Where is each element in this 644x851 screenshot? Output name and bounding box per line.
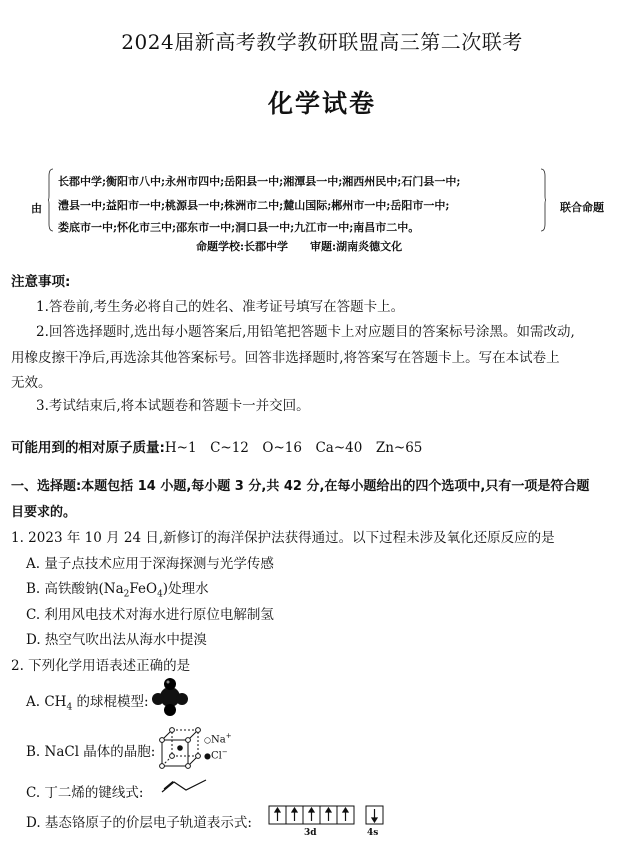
exam-title: 2024届新高考教学教研联盟高三第二次联考: [121, 30, 523, 54]
q1-option-d: D. 热空气吹出法从海水中提溴: [26, 632, 207, 648]
butadiene-skeletal-figure: [160, 776, 208, 796]
atomic-mass-label: 可能用到的相对原子质量:: [11, 440, 165, 456]
q1-option-a: A. 量子点技术应用于深海探测与光学传感: [26, 556, 274, 572]
notice-heading: 注意事项:: [11, 274, 71, 290]
nacl-legend: ○Na+ ●Cl−: [204, 732, 232, 762]
schools-authors: 命题学校:长郡中学 审题:湖南炎德文化: [196, 240, 403, 253]
notice-item-2a: 2.回答选择题时,选出每小题答案后,用铅笔把答题卡上对应题目的答案标号涂黑。如需改动,: [36, 324, 575, 340]
notice-item-1: 1.答卷前,考生务必将自己的姓名、准考证号填写在答题卡上。: [36, 299, 405, 315]
notice-item-2c: 无效。: [11, 375, 52, 391]
section-1-line-2: 目要求的。: [11, 505, 77, 520]
q2-option-a: A. $CH_4$ 的球棍模型:: [26, 694, 149, 713]
q2-option-b: B. NaCl 晶体的晶胞:: [26, 744, 156, 760]
orbital-label-4s: 4s: [367, 828, 379, 838]
atomic-mass-values: H~1 C~12 O~16 Ca~40 Zn~65: [164, 440, 423, 456]
notice-item-2b: 用橡皮擦干净后,再选涂其他答案标号。回答非选择题时,将答案写在答题卡上。写在本试卷上: [11, 350, 560, 366]
right-brace: [540, 168, 546, 232]
q2-option-c: C. 丁二烯的键线式:: [26, 785, 144, 801]
schools-prefix: 由: [31, 202, 42, 215]
nacl-unit-cell-figure: [158, 726, 202, 770]
schools-line-3: 娄底市一中;怀化市三中;邵东市一中;洞口县一中;九江市一中;南昌市二中。: [58, 221, 420, 234]
q2-option-d: D. 基态铬原子的价层电子轨道表示式:: [26, 815, 252, 831]
q1-option-b: B. 高铁酸钠$(Na_2FeO_4)$处理水: [26, 581, 209, 600]
schools-line-1: 长郡中学;衡阳市八中;永州市四中;岳阳县一中;湘潭县一中;湘西州民中;石门县一中;: [58, 175, 461, 188]
subject-title: 化学试卷: [267, 89, 376, 118]
left-brace: [48, 168, 54, 232]
schools-line-2: 澧县一中;益阳市一中;桃源县一中;株洲市二中;麓山国际;郴州市一中;岳阳市一中;: [58, 199, 450, 212]
notice-item-3: 3.考试结束后,将本试题卷和答题卡一并交回。: [36, 398, 310, 414]
section-1-line-1: 一、选择题:本题包括 14 小题,每小题 3 分,共 42 分,在每小题给出的四个选项中,只有一项是符合题: [11, 479, 590, 494]
ch4-ball-model-figure: [150, 677, 190, 717]
chromium-orbital-diagram: [268, 804, 388, 830]
q1-stem: 1. 2023 年 10 月 24 日,新修订的海洋保护法获得通过。以下过程未涉及氧化还原反应的是: [11, 530, 555, 546]
schools-suffix: 联合命题: [560, 201, 604, 214]
orbital-label-3d: 3d: [304, 828, 317, 838]
q1-option-c: C. 利用风电技术对海水进行原位电解制氢: [26, 607, 274, 623]
q2-stem: 2. 下列化学用语表述正确的是: [11, 658, 191, 674]
